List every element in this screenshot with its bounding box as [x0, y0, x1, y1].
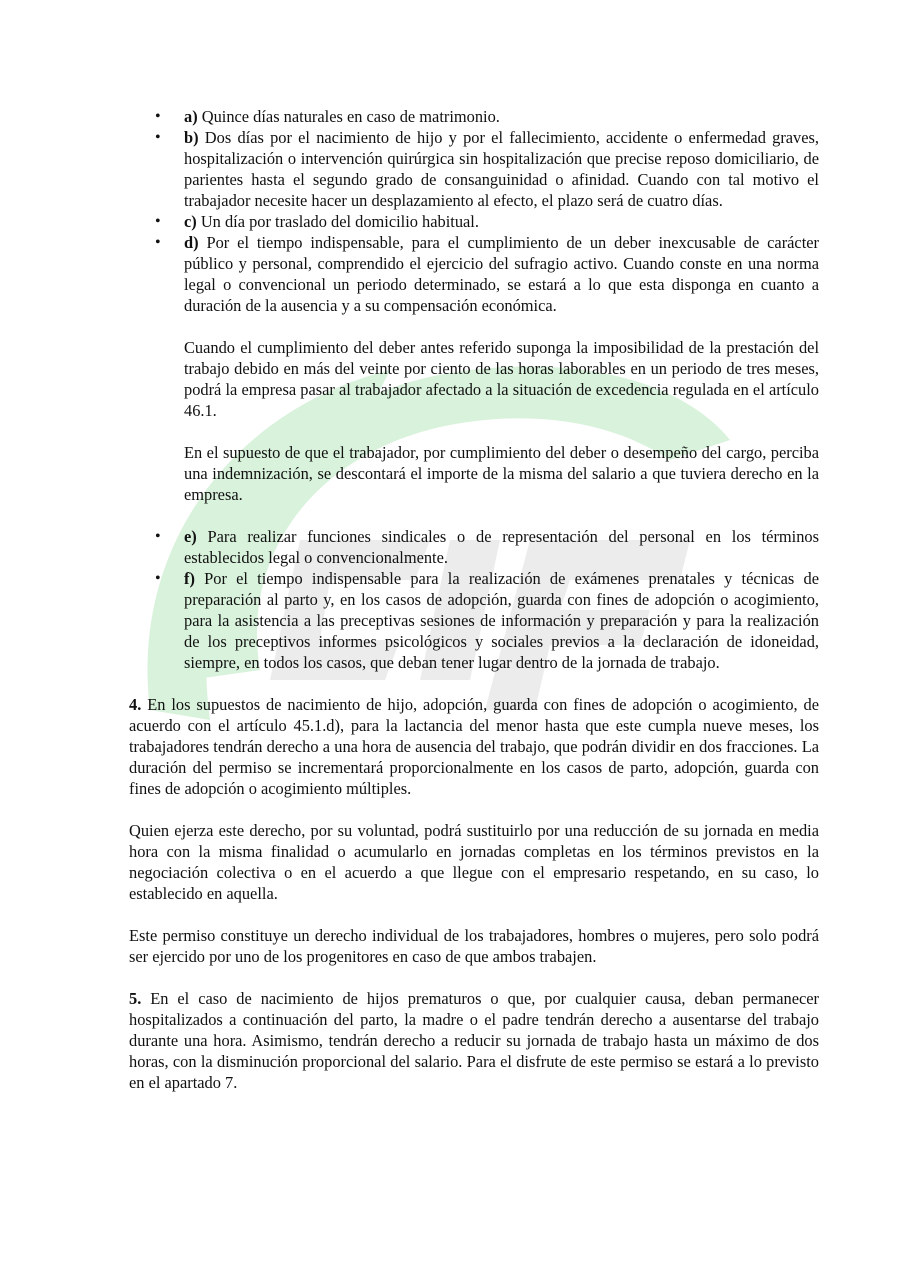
section-4-paragraph-3: Este permiso constituye un derecho individual de los trabajadores, hombres o mujeres, pero solo podrá ser ejercido por uno de los progenitores en caso de que ambos trabajen. [129, 926, 819, 966]
section-4-paragraph-2: Quien ejerza este derecho, por su voluntad, podrá sustituirlo por una reducción de su jornada en media hora con la misma finalidad o acumularlo en jornadas completas en los términos previstos en la negociación colectiva o en el acuerdo a que llegue con el empresario respetando, en su caso, lo establecido en aquella. [129, 821, 819, 903]
list-item-b: • b) Dos días por el nacimiento de hijo y por el fallecimiento, accidente o enfermedad graves, hospitalización o intervención quirúrgica sin hospitalización que precise reposo domiciliario, de parientes hasta el segundo grado de consanguinidad o afinidad. Cuando con tal motivo el trabajador necesite hacer un desplazamiento al efecto, el plazo será de cuatro días. [129, 127, 819, 211]
list-item-c: • c) Un día por traslado del domicilio habitual. [129, 211, 819, 232]
list-item-f: • f) Por el tiempo indispensable para la realización de exámenes prenatales y técnicas de preparación al parto y, en los casos de adopción, guarda con fines de adopción o acogimiento, para la asistencia a las preceptivas sesiones de información y preparación y para la realización de los preceptivos informes psicológicos y sociales previos a la declaración de idoneidad, siempre, en todos los casos, que deban tener lugar dentro de la jornada de trabajo. [129, 568, 819, 673]
permits-list-2 [129, 526, 819, 673]
permits-list-1 [129, 106, 819, 316]
section-4-paragraph: 4. En los supuestos de nacimiento de hijo, adopción, guarda con fines de adopción o acogimiento, de acuerdo con el artículo 45.1.d), para la lactancia del menor hasta que este cumpla nueve meses, los trabajadores tendrán derecho a una hora de ausencia del trabajo, que podrán dividir en dos fracciones. La duración del permiso se incrementará proporcionalmente en los casos de parto, adopción, guarda con fines de adopción o acogimiento múltiples. [129, 695, 819, 798]
item-d-paragraph-2: En el supuesto de que el trabajador, por cumplimiento del deber o desempeño del cargo, perciba una indemnización, se descontará el importe de la misma del salario a que tuviera derecho en la empresa. [184, 443, 819, 504]
list-item-e: • e) Para realizar funciones sindicales o de representación del personal en los términos establecidos legal o convencionalmente. [129, 526, 819, 568]
section-5-paragraph: 5. En el caso de nacimiento de hijos prematuros o que, por cualquier causa, deban permanecer hospitalizados a continuación del parto, la madre o el padre tendrán derecho a ausentarse del trabajo durante una hora. Asimismo, tendrán derecho a reducir su jornada de trabajo hasta un máximo de dos horas, con la disminución proporcional del salario. Para el disfrute de este permiso se estará a lo previsto en el apartado 7. [129, 989, 819, 1092]
document-body [129, 106, 819, 1093]
item-d-paragraph-1: Cuando el cumplimiento del deber antes referido suponga la imposibilidad de la prestación del trabajo debido en más del veinte por ciento de las horas laborables en un periodo de tres meses, podrá la empresa pasar al trabajador afectado a la situación de excedencia regulada en el artículo 46.1. [184, 338, 819, 420]
list-item-d: • d) Por el tiempo indispensable, para el cumplimiento de un deber inexcusable de carácter público y personal, comprendido el ejercicio del sufragio activo. Cuando conste en una norma legal o convencional un periodo determinado, se estará a lo que esta disponga en cuanto a duración de la ausencia y a su compensación económica. [129, 232, 819, 316]
list-item-a: • a) Quince días naturales en caso de matrimonio. [129, 106, 819, 127]
